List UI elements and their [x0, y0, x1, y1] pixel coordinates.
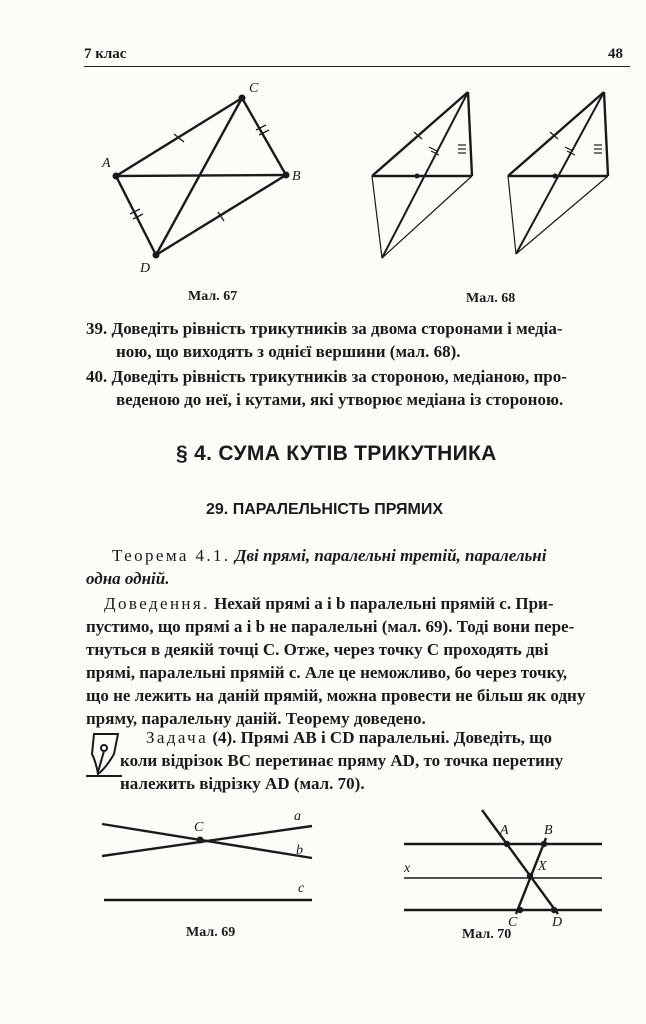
- header-divider: [84, 66, 630, 67]
- task-text-3: належить відрізку AD (мал. 70).: [120, 774, 365, 793]
- caption-fig70: Мал. 70: [462, 927, 512, 942]
- fig67-label-b: B: [292, 169, 301, 184]
- problem-40-line-1: [86, 366, 567, 388]
- task-line-1: [146, 727, 552, 749]
- figure-67: [100, 78, 310, 278]
- proof-text-6: пряму, паралельну даній. Теорему доведено.: [86, 709, 426, 728]
- grade-label: 7 клас: [84, 46, 127, 62]
- fig67-label-d: D: [140, 261, 151, 276]
- subsection-title: 29. ПАРАЛЕЛЬНІСТЬ ПРЯМИХ: [206, 501, 444, 518]
- caption-fig67: Мал. 67: [188, 289, 238, 304]
- problem-40-text-1: Доведіть рівність трикутників за стороною, медіаною, про-: [111, 367, 567, 386]
- task-text-1: (4). Прямі AB і CD паралельні. Доведіть, що: [212, 728, 553, 747]
- fig67-label-a: A: [102, 156, 111, 171]
- proof-text-2: пустимо, що прямі a і b не паралельні (мал. 69). Тоді вони пере-: [86, 617, 575, 636]
- fig70-label-x-left: x: [404, 861, 411, 876]
- proof-text-4: прямі, паралельні прямій c. Але це неможливо, бо через точку,: [86, 663, 568, 682]
- theorem-text-2: одна одній.: [86, 569, 170, 588]
- section-title: § 4. СУМА КУТІВ ТРИКУТНИКА: [176, 442, 497, 465]
- fig67-label-c: C: [249, 81, 259, 96]
- figure-68: [360, 90, 610, 270]
- problem-39-text-1: Доведіть рівність трикутників за двома сторонами і медіа-: [111, 319, 563, 338]
- fig69-label-b: b: [296, 843, 303, 858]
- proof-text-3: тнуться в деякій точці C. Отже, через точку C проходять дві: [86, 640, 549, 659]
- proof-label: Доведення.: [104, 594, 210, 613]
- proof-line-1: [104, 593, 554, 615]
- problem-40-text-2: веденою до неї, і кутами, які утворює медіана із стороною.: [116, 390, 564, 409]
- figure-70: [390, 808, 616, 930]
- pen-nib-icon: [84, 728, 124, 778]
- task-text-2: коли відрізок BC перетинає пряму AD, то точка перетину: [120, 751, 564, 770]
- theorem-text-1: Дві прямі, паралельні третій, паралельні: [234, 546, 547, 565]
- problem-39-text-2: ною, що виходять з однієї вершини (мал. 68).: [116, 342, 461, 361]
- fig69-label-c-line: c: [298, 881, 305, 896]
- fig70-label-a: A: [500, 823, 509, 838]
- proof-text-1: Нехай прямі a і b паралельні прямій c. При-: [214, 594, 554, 613]
- caption-fig68: Мал. 68: [466, 291, 516, 306]
- proof-text-5: що не лежить на даній прямій, можна провести не більш як одну: [86, 686, 586, 705]
- problem-39-number: 39.: [86, 319, 108, 338]
- page-number: 48: [608, 46, 623, 62]
- theorem-label: Теорема 4.1.: [112, 546, 231, 565]
- task-label: Задача: [146, 728, 209, 747]
- fig70-label-c: C: [508, 915, 518, 930]
- fig69-label-c-point: C: [194, 820, 204, 835]
- fig70-label-d: D: [552, 915, 563, 930]
- caption-fig69: Мал. 69: [186, 925, 236, 940]
- theorem-line-1: [112, 545, 546, 567]
- fig70-label-b: B: [544, 823, 553, 838]
- figure-69: [90, 800, 330, 910]
- problem-40-number: 40.: [86, 367, 108, 386]
- problem-39-line-1: [86, 318, 563, 340]
- fig70-label-x-point: X: [538, 859, 547, 874]
- fig69-label-a: a: [294, 809, 301, 824]
